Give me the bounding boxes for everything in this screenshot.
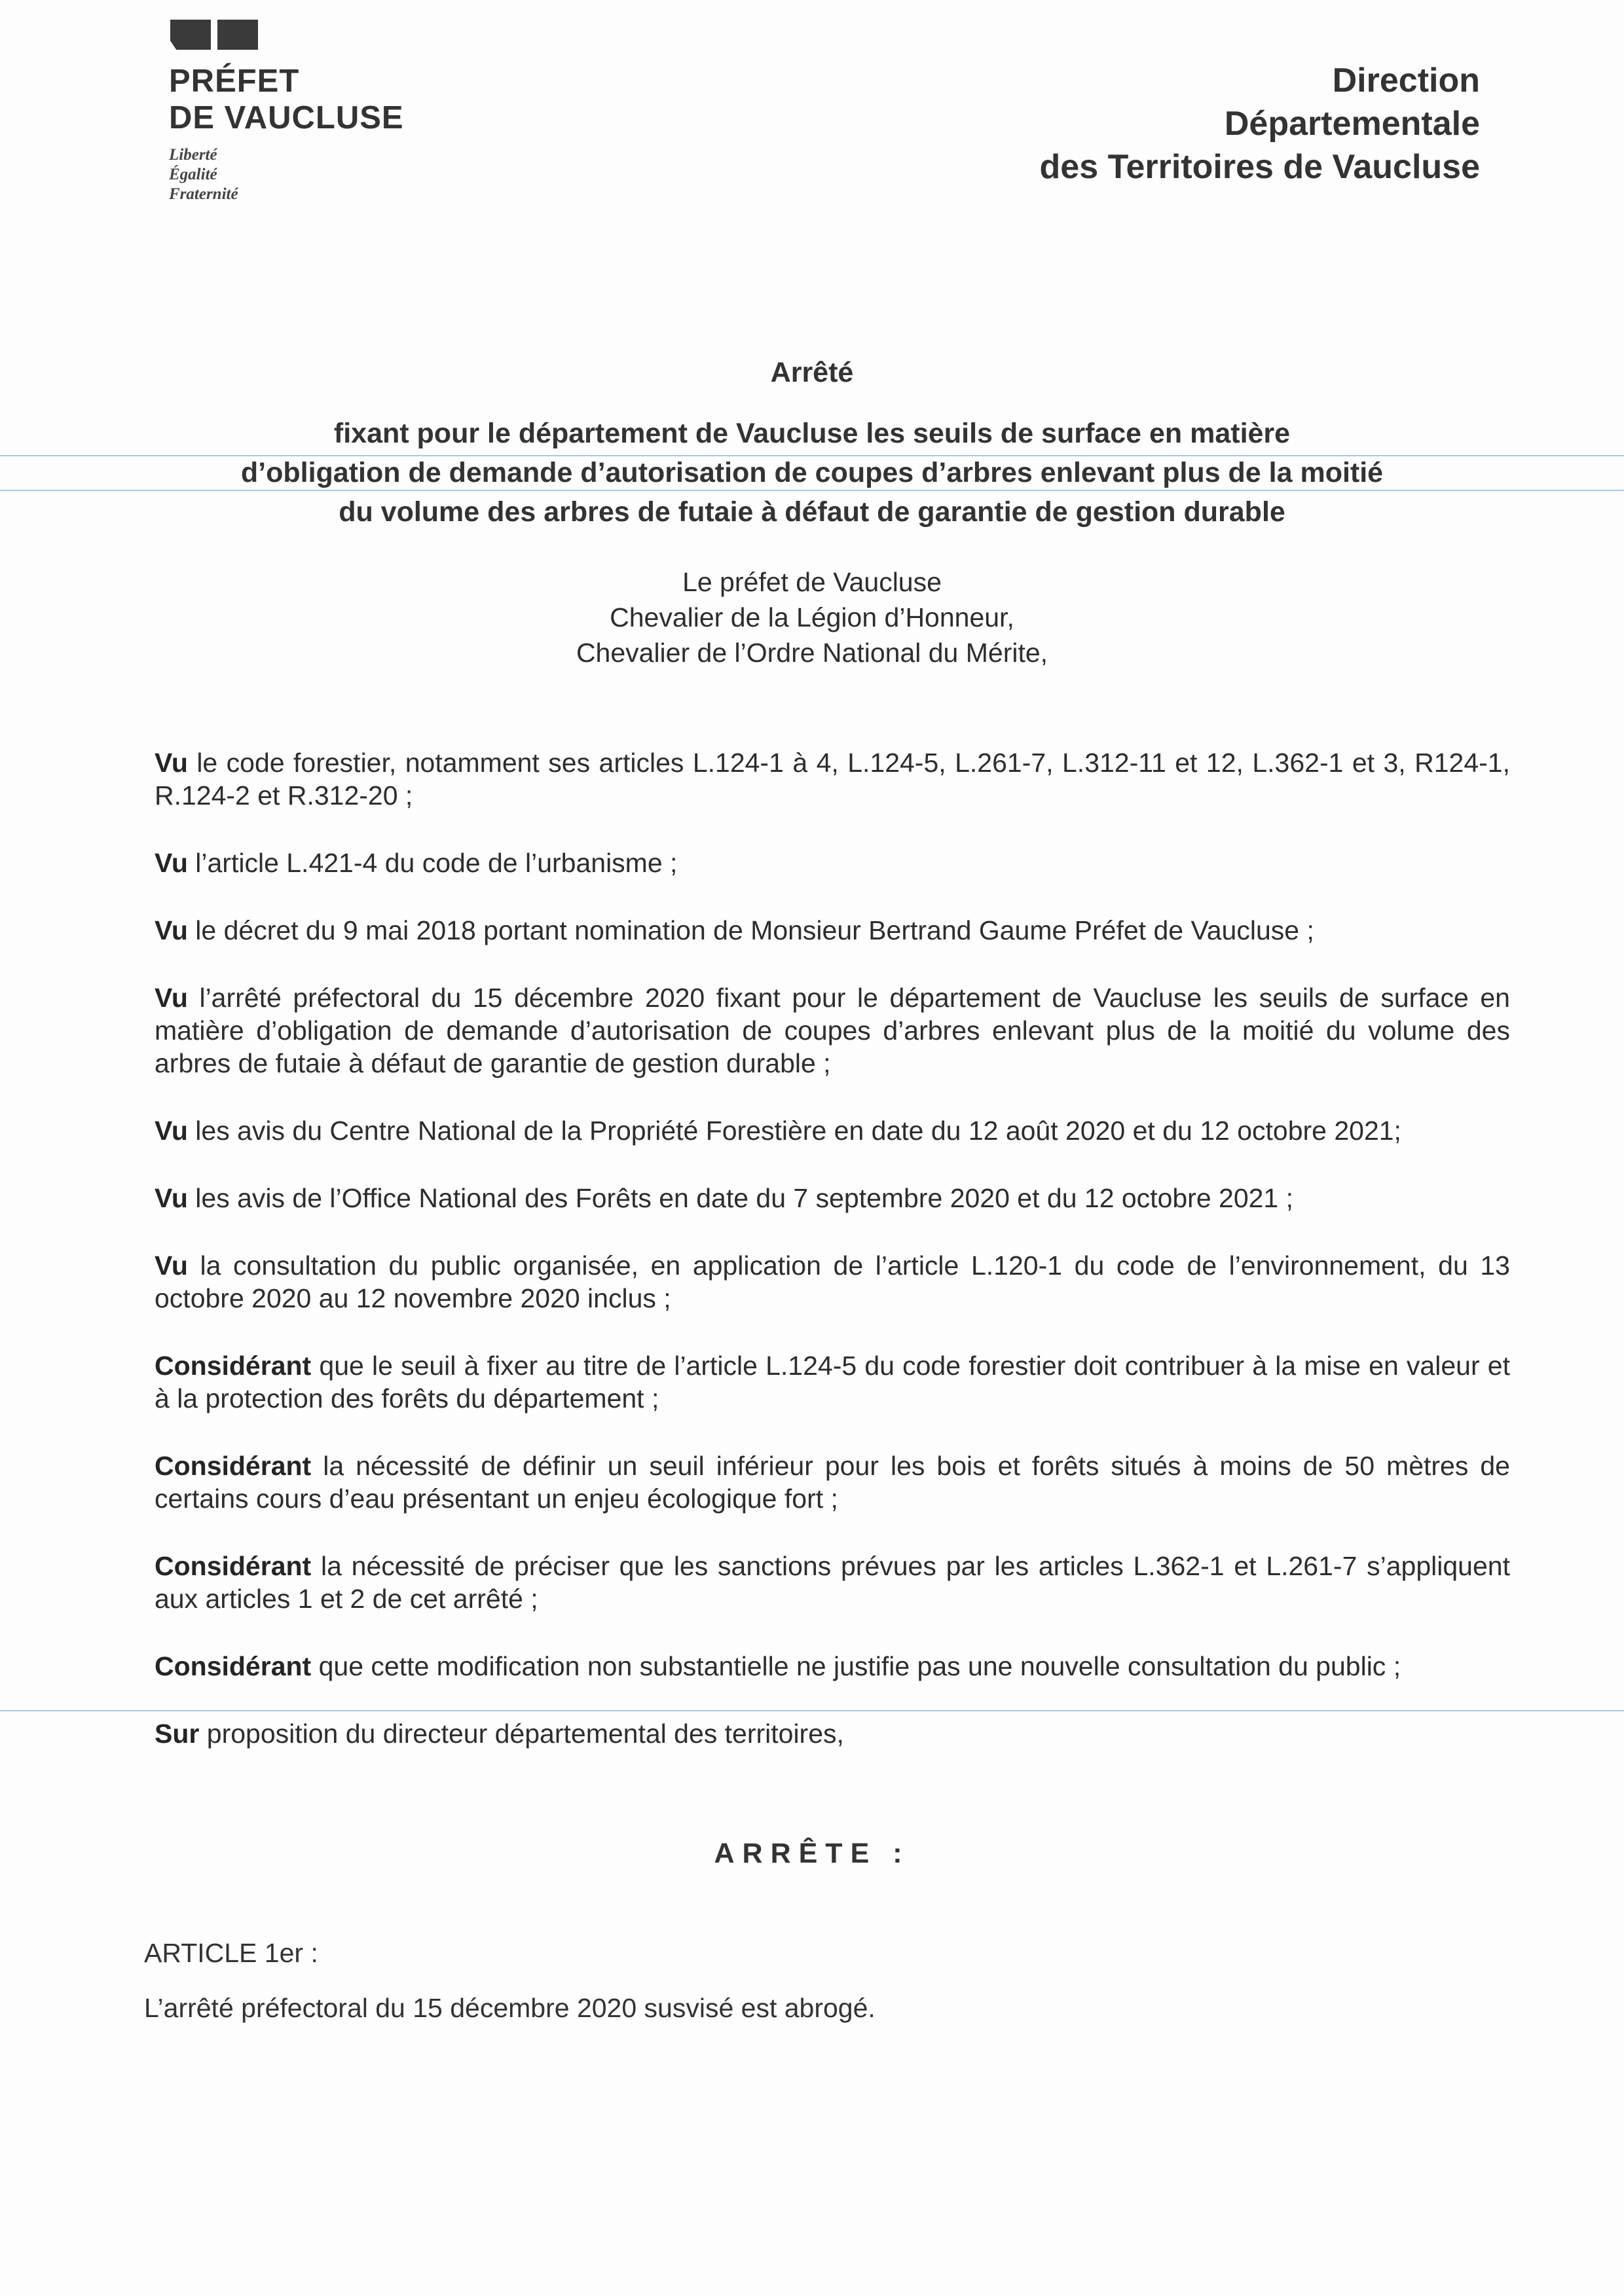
prefect-titles: Le préfet de Vaucluse Chevalier de la Légion d’Honneur, Chevalier de l’Ordre National du Mérite, (576, 567, 1048, 668)
logo-title: PRÉFET DE VAUCLUSE (169, 64, 404, 136)
recital-paragraph: Vu le décret du 9 mai 2018 portant nomination de Monsieur Bertrand Gaume Préfet de Vaucluse ; (155, 915, 1314, 945)
recital-paragraph: Vu le code forestier, notamment ses articles L.124-1 à 4, L.124-5, L.261-7, L.312-11 et 12, L.362-1 et 3, R124-1, R.124-2 et R.312-20 ; (155, 748, 1510, 811)
scan-artifact-line (0, 490, 1624, 491)
recital-paragraph: Sur proposition du directeur départemental des territoires, (155, 1719, 844, 1749)
decree-heading: ARRÊTE : (714, 1838, 910, 1869)
prefet-logo (169, 20, 444, 204)
article-label: ARTICLE 1er : (144, 1938, 318, 1968)
document-title (131, 357, 1493, 532)
recital-paragraph: Vu l’article L.421-4 du code de l’urbanisme ; (155, 848, 678, 878)
recital-paragraph: Vu les avis du Centre National de la Propriété Forestière en date du 12 août 2020 et du 12 octobre 2021; (155, 1116, 1401, 1146)
recital-paragraph: Vu l’arrêté préfectoral du 15 décembre 2020 fixant pour le département de Vaucluse les seuils de surface en matière d’obligation de demande d’autorisation de coupes d’arbres enlevant plus de la moitié du volume des arbres de futaie à défaut de garantie de gestion durable ; (155, 983, 1510, 1078)
recital-paragraph: Considérant la nécessité de préciser que les sanctions prévues par les articles L.362-1 et L.261-7 s’appliquent aux articles 1 et 2 de cet arrêté ; (155, 1551, 1510, 1614)
scan-artifact-line (0, 455, 1624, 456)
recital-paragraph: Considérant la nécessité de définir un seuil inférieur pour les bois et forêts situés à moins de 50 mètres de certains cours d’eau présentant un enjeu écologique fort ; (155, 1451, 1510, 1514)
issuing-direction: Direction Départementale des Territoires de Vaucluse (1039, 62, 1480, 186)
title-subtitle: fixant pour le département de Vaucluse les seuils de surface en matière d’obligation de demande d’autorisation de coupes d’arbres enlevant plus de la moitié du volume des arbres de futaie à défaut de garantie de gestion durable (240, 418, 1384, 528)
recitals (155, 746, 1510, 1785)
recital-paragraph: Vu la consultation du public organisée, en application de l’article L.120-1 du code de l’environnement, du 13 octobre 2020 au 12 novembre 2020 inclus ; (155, 1250, 1510, 1313)
recital-paragraph: Considérant que cette modification non substantielle ne justifie pas une nouvelle consultation du public ; (155, 1651, 1401, 1681)
republic-motto: Liberté Égalité Fraternité (169, 146, 238, 203)
recital-paragraph: Vu les avis de l’Office National des Forêts en date du 7 septembre 2020 et du 12 octobre 2021 ; (155, 1183, 1294, 1213)
title-main: Arrêté (770, 357, 854, 388)
marianne-logo-icon (170, 20, 444, 50)
recital-paragraph: Considérant que le seuil à fixer au titre de l’article L.124-5 du code forestier doit contribuer à la mise en valeur et à la protection des forêts du département ; (155, 1351, 1510, 1413)
article-text: L’arrêté préfectoral du 15 décembre 2020 susvisé est abrogé. (144, 1993, 876, 2023)
